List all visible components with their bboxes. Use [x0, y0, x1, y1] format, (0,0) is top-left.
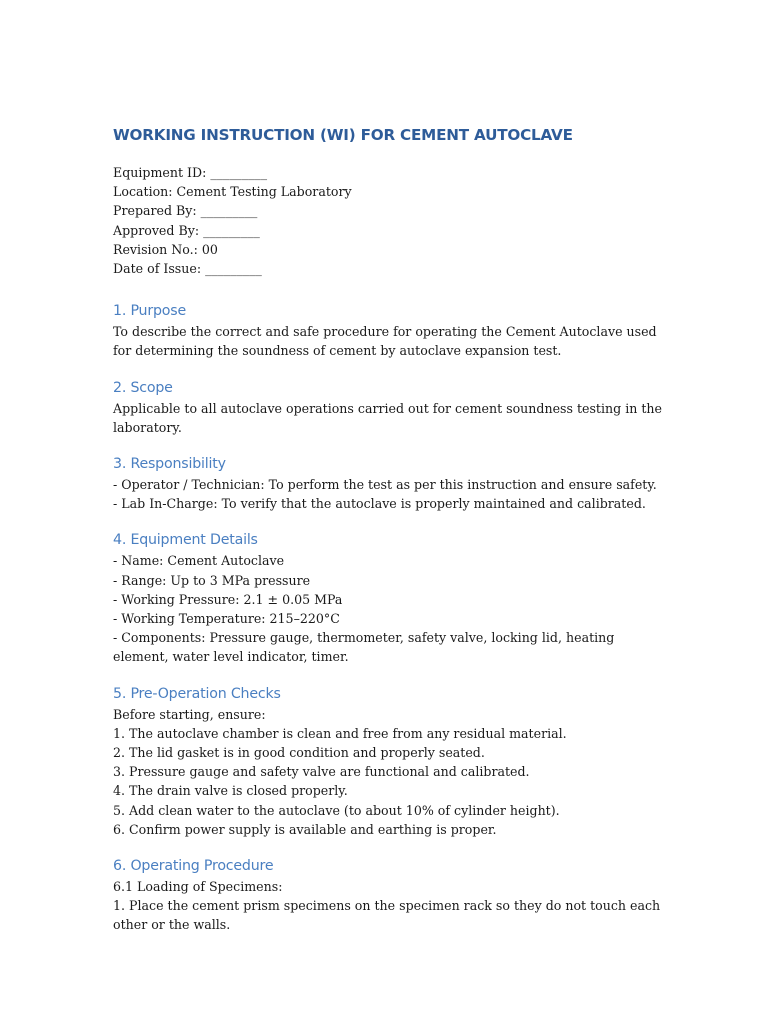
section-purpose: [113, 301, 673, 360]
section-heading: 2. Scope: [113, 379, 173, 396]
meta-revision-no: Revision No.: 00: [113, 241, 218, 257]
section-heading: 4. Equipment Details: [113, 532, 258, 549]
section-paragraph: To describe the correct and safe procedure for operating the Cement Autoclave used for determining the soundness of cement by autoclave expansion test.: [113, 324, 657, 359]
section-paragraph: Applicable to all autoclave operations carried out for cement soundness testing in the laboratory.: [113, 400, 662, 435]
meta-approved-by: Approved By: _________: [113, 222, 260, 238]
subsection-heading: 6.1 Loading of Specimens:: [113, 879, 283, 895]
meta-prepared-by: Prepared By: _________: [113, 203, 258, 219]
section-scope: [113, 378, 673, 437]
list-item: 6. Confirm power supply is available and earthing is proper.: [113, 821, 497, 837]
list-item: 5. Add clean water to the autoclave (to about 10% of cylinder height).: [113, 802, 560, 818]
list-intro: Before starting, ensure:: [113, 706, 266, 722]
section-equipment-details: [113, 530, 673, 666]
section-heading: 5. Pre-Operation Checks: [113, 685, 281, 702]
list-item: 1. The autoclave chamber is clean and free from any residual material.: [113, 725, 567, 741]
list-item: 3. Pressure gauge and safety valve are functional and calibrated.: [113, 764, 530, 780]
meta-location: Location: Cement Testing Laboratory: [113, 184, 352, 200]
list-item: - Range: Up to 3 MPa pressure: [113, 572, 311, 588]
list-item: - Working Temperature: 215–220°C: [113, 611, 340, 627]
meta-equipment-id: Equipment ID: _________: [113, 165, 268, 180]
document-meta: [113, 163, 673, 278]
list-item: - Operator / Technician: To perform the test as per this instruction and ensure safety.: [113, 477, 657, 493]
document-page: [113, 124, 673, 935]
section-operating-procedure: [113, 856, 673, 935]
list-item: - Components: Pressure gauge, thermometer, safety valve, locking lid, heating element, water level indicator, timer.: [113, 630, 615, 665]
section-pre-operation-checks: [113, 684, 673, 839]
section-responsibility: [113, 454, 673, 513]
meta-date-of-issue: Date of Issue: _________: [113, 261, 262, 277]
list-item: - Working Pressure: 2.1 ± 0.05 MPa: [113, 591, 343, 607]
list-item: 1. Place the cement prism specimens on the specimen rack so they do not touch each other or the walls.: [113, 898, 661, 933]
list-item: 4. The drain valve is closed properly.: [113, 783, 348, 799]
list-item: - Name: Cement Autoclave: [113, 553, 285, 569]
list-item: - Lab In-Charge: To verify that the autoclave is properly maintained and calibrated.: [113, 496, 646, 512]
section-heading: 6. Operating Procedure: [113, 858, 274, 875]
section-heading: 1. Purpose: [113, 303, 186, 320]
document-title: WORKING INSTRUCTION (WI) FOR CEMENT AUTOCLAVE: [113, 126, 573, 144]
list-item: 2. The lid gasket is in good condition and properly seated.: [113, 745, 485, 761]
section-heading: 3. Responsibility: [113, 456, 226, 473]
